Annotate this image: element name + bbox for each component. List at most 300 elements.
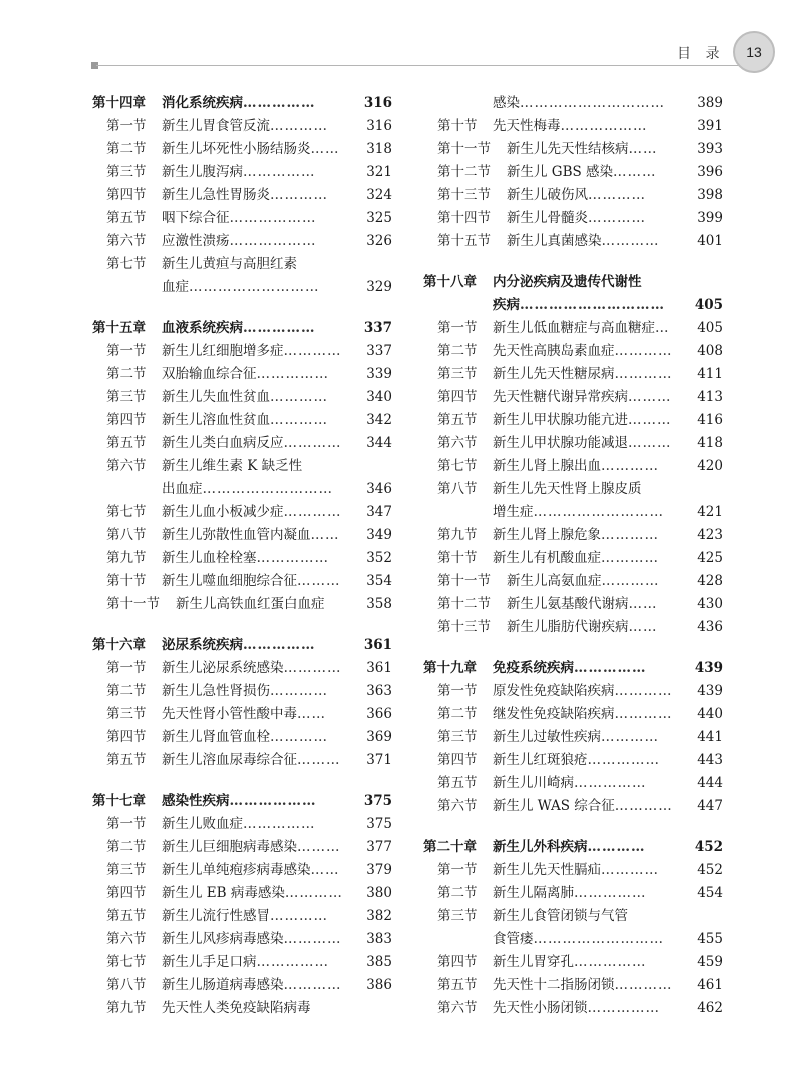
page-number: 385 [366,954,392,970]
header-rule [96,65,740,66]
section-label: 第一节 [106,816,147,832]
toc-section-entry [92,882,392,905]
page-number: 352 [366,550,392,566]
page-number: 339 [366,366,392,382]
dot-leader: ………… [601,573,660,589]
section-label: 第九节 [437,527,478,543]
dot-leader: ………… [614,706,673,722]
section-title: 新生儿 EB 病毒感染………… [162,885,343,901]
page-number: 416 [697,412,723,428]
section-label: 第十二节 [437,596,491,612]
toc-section-entry [92,524,392,547]
toc-section-entry [423,749,723,772]
toc-chapter-entry [423,657,723,680]
section-title: 新生儿食管闭锁与气管 [493,908,628,924]
dot-leader: …………… [256,366,329,382]
page-number: 324 [366,187,392,203]
dot-leader: …………… [243,95,316,111]
page-number: 325 [366,210,392,226]
toc-section-entry [92,455,392,478]
dot-leader: ……………………… [533,931,664,947]
toc-section-entry [423,772,723,795]
dot-leader: ………… [614,366,673,382]
toc-section-entry [423,882,723,905]
section-title: 血症……………………… [162,279,320,295]
section-title: 新生儿失血性贫血………… [162,389,328,405]
page-number: 344 [366,435,392,451]
toc-section-entry [92,997,392,1020]
dot-leader: …………… [243,816,316,832]
section-label: 第八节 [106,527,147,543]
toc-section-entry [423,317,723,340]
page-number: 380 [366,885,392,901]
dot-leader: ………………………… [520,95,665,111]
dot-leader: ……… [613,164,657,180]
page-number: 366 [366,706,392,722]
section-label: 第三节 [437,729,478,745]
page-number: 439 [697,683,723,699]
section-title: 新生儿高氨血症………… [507,573,660,589]
section-label: 第五节 [437,412,478,428]
toc-spacer [423,818,723,836]
toc-section-entry [423,230,723,253]
toc-chapter-entry [92,92,392,115]
page-number: 377 [366,839,392,855]
section-label: 第六节 [437,798,478,814]
toc-section-entry [423,432,723,455]
section-title: 新生儿坏死性小肠结肠炎…… [162,141,340,157]
dot-leader: …… [297,706,326,722]
section-label: 第二节 [106,141,147,157]
dot-leader: ……… [628,412,672,428]
section-label: 第十二节 [437,164,491,180]
page-number: 447 [697,798,723,814]
page-number: 340 [366,389,392,405]
toc-spacer [92,299,392,317]
toc-section-entry [92,570,392,593]
section-title: 新生儿急性胃肠炎………… [162,187,328,203]
page-number: 375 [363,793,392,809]
section-title: 食管瘘……………………… [493,931,664,947]
dot-leader: ………… [270,389,328,405]
chapter-title: 疾病………………………… [493,297,665,313]
page-number: 326 [366,233,392,249]
section-title: 新生儿氨基酸代谢病…… [507,596,658,612]
page-number: 358 [366,596,392,612]
dot-leader: ……………… [560,118,648,134]
dot-leader: …………… [587,752,660,768]
dot-leader: ………… [587,839,646,855]
section-label: 第七节 [106,504,147,520]
dot-leader: ………… [270,412,328,428]
section-label: 第十一节 [437,141,491,157]
section-title: 新生儿溶血尿毒综合征……… [162,752,341,768]
toc-section-entry [92,813,392,836]
toc-section-entry [92,138,392,161]
dot-leader: ………………………… [520,297,665,313]
toc-section-entry [92,593,392,616]
toc-section-entry [92,905,392,928]
toc-section-entry [92,409,392,432]
section-title: 新生儿 WAS 综合征………… [493,798,673,814]
toc-section-entry [92,230,392,253]
section-title: 原发性免疫缺陷疾病………… [493,683,673,699]
section-title: 新生儿有机酸血症………… [493,550,659,566]
section-title: 新生儿甲状腺功能减退……… [493,435,672,451]
dot-leader: …………… [574,954,647,970]
dot-leader: ………… [614,798,673,814]
section-title: 新生儿单纯疱疹病毒感染…… [162,862,340,878]
page-number: 461 [697,977,723,993]
section-title: 新生儿先天性膈疝………… [493,862,659,878]
section-label: 第一节 [437,320,478,336]
section-title: 新生儿弥散性血管内凝血…… [162,527,340,543]
dot-leader: ………… [588,210,646,226]
section-label: 第二节 [437,343,478,359]
toc-section-entry [423,363,723,386]
page-number: 430 [697,596,723,612]
section-title: 出血症……………………… [162,481,333,497]
section-label: 第一节 [106,660,147,676]
section-title: 新生儿胃食管反流………… [162,118,328,134]
section-title: 新生儿维生素 K 缺乏性 [162,458,303,474]
section-title: 双胎输血综合征…………… [162,366,329,382]
section-title: 新生儿脂肪代谢疾病…… [507,619,658,635]
page-number: 361 [366,660,392,676]
dot-leader: ……… [628,389,672,405]
toc-spacer [92,772,392,790]
dot-leader: ………… [588,187,646,203]
page-number: 354 [366,573,392,589]
dot-leader: ………… [270,187,328,203]
toc-section-entry [423,703,723,726]
dot-leader: …………… [243,320,316,336]
toc-section-entry [423,501,723,524]
toc-section-entry [423,570,723,593]
chapter-title: 感染性疾病……………… [162,793,317,809]
page-number: 401 [697,233,723,249]
toc-section-entry [423,184,723,207]
dot-leader: …………… [587,1000,660,1016]
section-title: 新生儿败血症…………… [162,816,316,832]
section-title: 应激性溃疡……………… [162,233,317,249]
page-number-badge: 13 [733,31,775,73]
toc-section-entry [92,547,392,570]
section-label: 第七节 [437,458,478,474]
toc-section-entry [92,161,392,184]
dot-leader: ………… [283,435,342,451]
toc-section-entry [92,363,392,386]
section-label: 第十三节 [437,619,491,635]
toc-section-entry [92,184,392,207]
page-number: 454 [697,885,723,901]
dot-leader: ………… [601,233,660,249]
section-title: 新生儿川崎病…………… [493,775,647,791]
dot-leader: ………… [601,550,659,566]
page-number: 393 [697,141,723,157]
section-title: 先天性十二指肠闭锁………… [493,977,673,993]
dot-leader: …… [310,862,340,878]
section-label: 第五节 [106,752,147,768]
page-number: 399 [697,210,723,226]
section-title: 新生儿肾血管血栓………… [162,729,328,745]
dot-leader: ………… [614,683,673,699]
page-number: 444 [697,775,723,791]
section-label: 第五节 [106,210,147,226]
section-label: 第六节 [106,931,147,947]
toc-section-entry [423,593,723,616]
dot-leader: …… [310,141,340,157]
section-title: 新生儿肾上腺出血………… [493,458,659,474]
page-number: 369 [366,729,392,745]
section-label: 第十一节 [437,573,491,589]
running-header-title: 目 录 [677,46,725,62]
toc-section-entry [423,92,723,115]
section-title: 先天性人类免疫缺陷病毒 [162,1000,311,1016]
chapter-title: 泌尿系统疾病…………… [162,637,316,653]
dot-leader: …………… [256,954,329,970]
section-label: 第二节 [437,706,478,722]
section-label: 第十一节 [106,596,160,612]
section-label: 第九节 [106,550,147,566]
toc-section-entry [92,680,392,703]
section-title: 新生儿甲状腺功能亢进……… [493,412,672,428]
section-title: 新生儿红斑狼疮…………… [493,752,660,768]
dot-leader: ……… [297,573,341,589]
section-title: 新生儿血栓栓塞…………… [162,550,329,566]
section-title: 新生儿高铁血红蛋白血症 [176,596,325,612]
section-label: 第五节 [106,435,147,451]
toc-left-column [92,92,392,1020]
chapter-label: 第十六章 [92,637,146,653]
toc-section-entry [92,928,392,951]
section-label: 第一节 [106,118,147,134]
chapter-title: 血液系统疾病…………… [162,320,316,336]
section-title: 新生儿破伤风………… [507,187,646,203]
section-label: 第十五节 [437,233,491,249]
section-label: 第五节 [437,775,478,791]
toc-section-entry [423,138,723,161]
toc-section-entry [92,115,392,138]
toc-section-entry [92,974,392,997]
toc-section-entry [92,951,392,974]
page-number: 440 [697,706,723,722]
toc-section-entry [92,276,392,299]
toc-spacer [92,616,392,634]
section-title: 新生儿巨细胞病毒感染……… [162,839,341,855]
section-title: 先天性梅毒……………… [493,118,648,134]
page-number: 452 [694,839,723,855]
dot-leader: ………… [270,118,328,134]
section-label: 第二节 [106,683,147,699]
section-label: 第六节 [437,435,478,451]
dot-leader: …………… [243,164,316,180]
section-label: 第一节 [437,862,478,878]
dot-leader: …………… [574,660,647,676]
section-label: 第二节 [106,366,147,382]
toc-section-entry [423,726,723,749]
toc-chapter-entry [423,836,723,859]
toc-section-entry [423,680,723,703]
page-number: 408 [697,343,723,359]
section-title: 先天性肾小管性酸中毒…… [162,706,326,722]
toc-section-entry [423,386,723,409]
section-title: 先天性糖代谢异常疾病……… [493,389,672,405]
toc-chapter-entry [423,294,723,317]
section-label: 第十四节 [437,210,491,226]
dot-leader: ……………………… [202,481,333,497]
toc-section-entry [423,547,723,570]
page-number: 455 [697,931,723,947]
section-label: 第三节 [106,164,147,180]
section-title: 新生儿红细胞增多症………… [162,343,342,359]
dot-leader: ………… [270,729,328,745]
toc-section-entry [423,951,723,974]
page-number: 349 [366,527,392,543]
dot-leader: …… [310,527,340,543]
section-title: 新生儿先天性肾上腺皮质 [493,481,642,497]
toc-section-entry [92,386,392,409]
page-number: 439 [694,660,723,676]
toc-section-entry [423,207,723,230]
dot-leader: ……………… [229,233,317,249]
page-number: 316 [363,95,392,111]
toc-section-entry [423,478,723,501]
dot-leader: …………… [574,885,647,901]
section-title: 新生儿先天性结核病…… [507,141,658,157]
section-label: 第一节 [437,683,478,699]
toc-section-entry [92,253,392,276]
toc-spacer [423,639,723,657]
chapter-label: 第十九章 [423,660,477,676]
page-number: 346 [366,481,392,497]
section-label: 第六节 [106,233,147,249]
section-title: 咽下综合征……………… [162,210,317,226]
chapter-label: 第十八章 [423,274,477,290]
toc-chapter-entry [92,634,392,657]
dot-leader: ………… [614,977,673,993]
toc-chapter-entry [92,790,392,813]
section-label: 第四节 [106,885,147,901]
dot-leader: ………… [601,729,659,745]
page-number: 413 [697,389,723,405]
dot-leader: …… [628,619,658,635]
section-title: 新生儿溶血性贫血………… [162,412,328,428]
dot-leader: ………… [601,862,659,878]
toc-section-entry [423,340,723,363]
page-number: 443 [697,752,723,768]
chapter-label: 第十七章 [92,793,146,809]
page-number: 421 [697,504,723,520]
section-title: 新生儿急性肾损伤………… [162,683,328,699]
dot-leader: ………… [270,683,328,699]
page-number: 382 [366,908,392,924]
page-number: 462 [697,1000,723,1016]
dot-leader: …………… [243,637,316,653]
chapter-title: 内分泌疾病及遗传代谢性 [493,274,642,290]
page-number: 428 [697,573,723,589]
section-label: 第二节 [437,885,478,901]
chapter-title: 消化系统疾病…………… [162,95,316,111]
toc-section-entry [423,616,723,639]
section-label: 第三节 [437,908,478,924]
section-title: 新生儿真菌感染………… [507,233,660,249]
toc-section-entry [423,524,723,547]
section-label: 第五节 [106,908,147,924]
page-number: 420 [697,458,723,474]
toc-section-entry [92,657,392,680]
toc-section-entry [92,478,392,501]
section-label: 第三节 [106,862,147,878]
chapter-label: 第十四章 [92,95,146,111]
dot-leader: ……… [628,435,672,451]
chapter-title: 免疫系统疾病…………… [493,660,647,676]
page-number: 329 [366,279,392,295]
toc-section-entry [423,795,723,818]
section-label: 第六节 [106,458,147,474]
section-label: 第三节 [106,389,147,405]
section-title: 继发性免疫缺陷疾病………… [493,706,673,722]
section-label: 第四节 [437,954,478,970]
page-number: 436 [697,619,723,635]
page-number: 321 [366,164,392,180]
section-title: 新生儿骨髓炎………… [507,210,646,226]
section-title: 新生儿 GBS 感染……… [507,164,657,180]
page-number: 361 [363,637,392,653]
toc-section-entry [423,161,723,184]
section-title: 新生儿过敏性疾病………… [493,729,659,745]
section-label: 第十节 [437,550,478,566]
section-label: 第一节 [106,343,147,359]
section-label: 第四节 [437,389,478,405]
section-label: 第七节 [106,256,147,272]
section-title: 新生儿噬血细胞综合征……… [162,573,341,589]
page-number: 379 [366,862,392,878]
section-label: 第五节 [437,977,478,993]
section-label: 第十节 [437,118,478,134]
toc-section-entry [92,749,392,772]
toc-section-entry [92,501,392,524]
section-label: 第九节 [106,1000,147,1016]
dot-leader: ………… [283,977,342,993]
dot-leader: ……………………… [533,504,664,520]
toc-section-entry [92,703,392,726]
toc-chapter-entry [92,317,392,340]
toc-spacer [423,253,723,271]
chapter-label: 第二十章 [423,839,477,855]
section-title: 先天性高胰岛素血症………… [493,343,673,359]
page-number: 396 [697,164,723,180]
section-title: 新生儿先天性糖尿病………… [493,366,673,382]
section-title: 新生儿腹泻病…………… [162,164,316,180]
section-title: 新生儿肾上腺危象………… [493,527,659,543]
toc-right-column [423,92,723,1020]
dot-leader: ……………… [229,210,317,226]
section-label: 第四节 [106,412,147,428]
page-number: 363 [366,683,392,699]
section-label: 第四节 [106,187,147,203]
dot-leader: ……………………… [189,279,320,295]
section-label: 第六节 [437,1000,478,1016]
dot-leader: ……………… [229,793,317,809]
dot-leader: ……… [297,752,341,768]
page-number: 371 [366,752,392,768]
section-label: 第四节 [106,729,147,745]
dot-leader: ……… [297,839,341,855]
toc-chapter-entry [423,271,723,294]
dot-leader: ………… [601,458,659,474]
section-label: 第七节 [106,954,147,970]
